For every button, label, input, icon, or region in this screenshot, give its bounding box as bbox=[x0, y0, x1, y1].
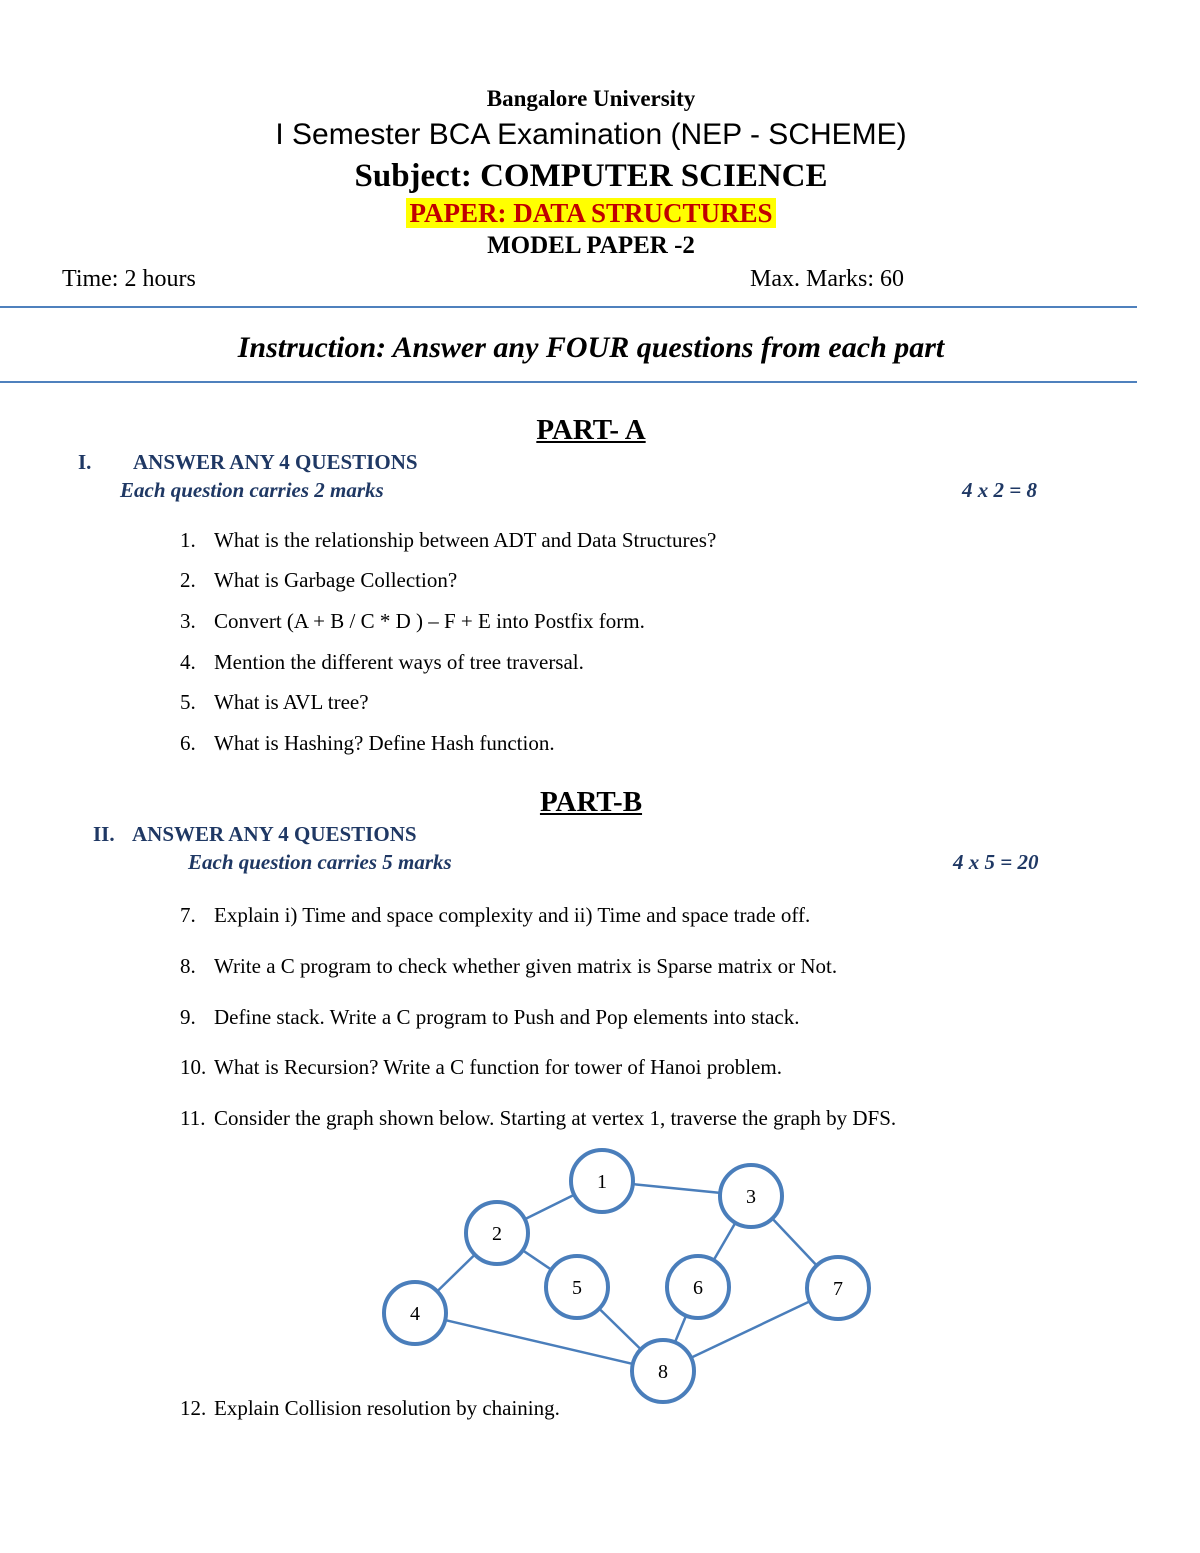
question-number: 5. bbox=[180, 690, 196, 714]
graph-edge-6-8 bbox=[675, 1316, 686, 1343]
question-number: 6. bbox=[180, 731, 196, 755]
graph-node-label-5: 5 bbox=[572, 1277, 582, 1299]
question-number: 8. bbox=[180, 954, 196, 978]
graph-edge-4-8 bbox=[445, 1320, 633, 1364]
graph-node-label-3: 3 bbox=[746, 1186, 756, 1208]
question-text: What is Hashing? Define Hash function. bbox=[214, 731, 555, 755]
university-name: Bangalore University bbox=[486, 86, 696, 111]
part-b-section-subtitle: Each question carries 5 marks bbox=[188, 850, 452, 874]
instruction: Instruction: Answer any FOUR questions from each part bbox=[237, 331, 945, 364]
question-number: 1. bbox=[180, 528, 196, 552]
question-text: What is the relationship between ADT and Data Structures? bbox=[214, 528, 717, 552]
graph-node-label-7: 7 bbox=[833, 1278, 843, 1300]
exam-time: Time: 2 hours bbox=[62, 266, 196, 292]
part-a-section-number: I. bbox=[78, 450, 92, 474]
graph-edge-2-5 bbox=[523, 1250, 552, 1269]
graph-edge-1-2 bbox=[525, 1195, 574, 1219]
graph-edge-3-6 bbox=[714, 1223, 736, 1260]
question-text: Convert (A + B / C * D ) – F + E into Postfix form. bbox=[214, 609, 645, 633]
part-a-section-marks: 4 x 2 = 8 bbox=[962, 478, 1037, 502]
graph-node-label-8: 8 bbox=[658, 1361, 668, 1383]
question-text: What is AVL tree? bbox=[214, 690, 369, 714]
question-text: Write a C program to check whether given matrix is Sparse matrix or Not. bbox=[214, 954, 838, 978]
question-text: Mention the different ways of tree traversal. bbox=[214, 650, 584, 674]
subject-label: Subject: bbox=[354, 158, 481, 194]
question-number: 2. bbox=[180, 568, 196, 592]
graph-edge-3-7 bbox=[772, 1219, 816, 1266]
question-text: What is Garbage Collection? bbox=[214, 568, 458, 592]
graph-node-label-6: 6 bbox=[693, 1277, 703, 1299]
question-number: 7. bbox=[180, 903, 196, 927]
part-b-section-number: II. bbox=[93, 822, 115, 846]
graph-edge-2-4 bbox=[437, 1255, 475, 1292]
question-number: 4. bbox=[180, 650, 196, 674]
graph-node-label-2: 2 bbox=[492, 1223, 502, 1245]
graph-node-label-1: 1 bbox=[597, 1171, 607, 1193]
graph-edge-1-3 bbox=[633, 1184, 720, 1193]
graph-nodes bbox=[384, 1150, 869, 1402]
question-text: Explain Collision resolution by chaining. bbox=[214, 1396, 560, 1420]
part-b-title: PART-B bbox=[539, 786, 643, 818]
question-number: 9. bbox=[180, 1005, 196, 1029]
part-a-section-subtitle: Each question carries 2 marks bbox=[120, 478, 384, 502]
max-marks: Max. Marks: 60 bbox=[750, 266, 904, 292]
question-text: What is Recursion? Write a C function for tower of Hanoi problem. bbox=[214, 1055, 782, 1079]
question-number: 11. bbox=[180, 1106, 206, 1130]
question-text: Explain i) Time and space complexity and ii) Time and space trade off. bbox=[214, 903, 811, 927]
question-number: 10. bbox=[180, 1055, 207, 1079]
exam-title: I Semester BCA Examination (NEP - SCHEME) bbox=[275, 118, 907, 151]
question-number: 3. bbox=[180, 609, 196, 633]
question-number: 12. bbox=[180, 1396, 207, 1420]
part-a-title: PART- A bbox=[536, 414, 646, 446]
paper-title: PAPER: DATA STRUCTURES bbox=[406, 198, 775, 228]
graph-node-label-4: 4 bbox=[410, 1303, 420, 1325]
graph-edge-5-8 bbox=[599, 1309, 641, 1350]
part-b-section-title: ANSWER ANY 4 QUESTIONS bbox=[132, 822, 417, 846]
part-b-section-marks: 4 x 5 = 20 bbox=[953, 850, 1039, 874]
model-paper-label: MODEL PAPER -2 bbox=[487, 232, 695, 259]
question-text: Consider the graph shown below. Starting at vertex 1, traverse the graph by DFS. bbox=[214, 1106, 897, 1130]
question-text: Define stack. Write a C program to Push and Pop elements into stack. bbox=[214, 1005, 800, 1029]
subject-name: COMPUTER SCIENCE bbox=[480, 158, 828, 194]
part-a-section-title: ANSWER ANY 4 QUESTIONS bbox=[133, 450, 418, 474]
